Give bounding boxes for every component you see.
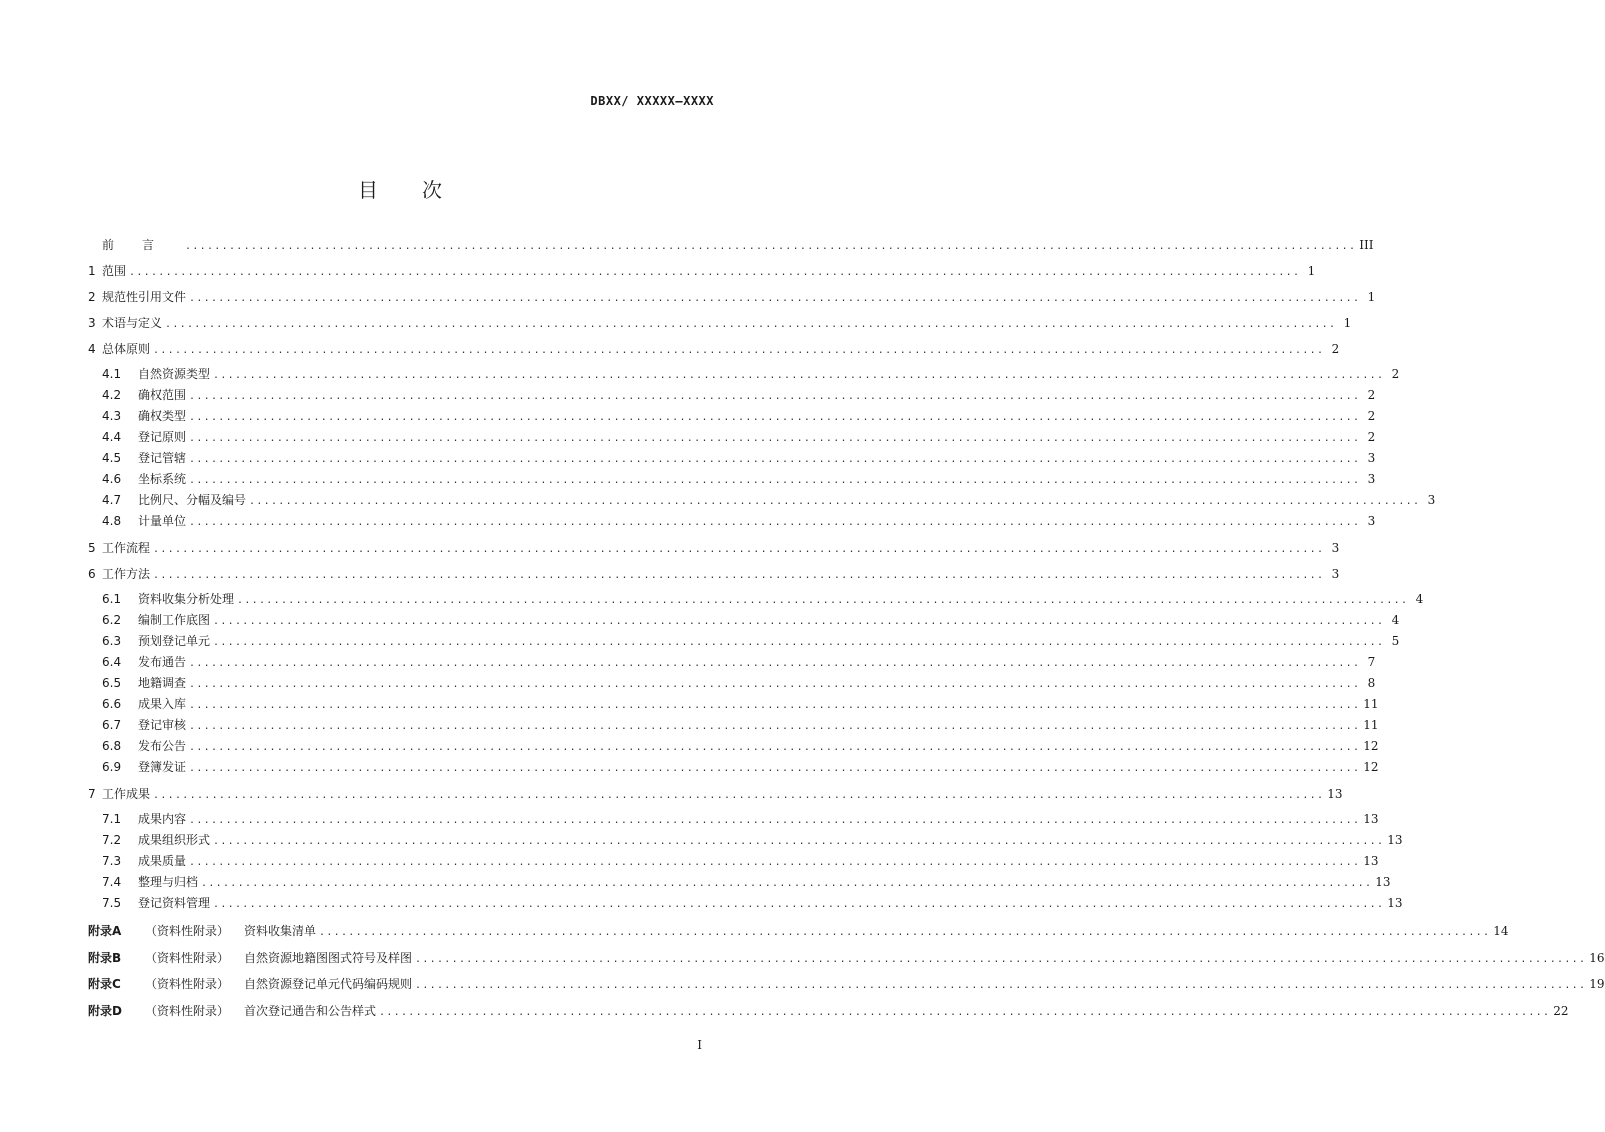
toc-leader-dots: ................................................................................................................................................................	[129, 267, 1301, 278]
toc-annex-id: 附录D	[88, 1003, 122, 1018]
toc-label: 比例尺、分幅及编号	[138, 493, 247, 507]
toc-entry	[88, 262, 1316, 280]
toc-number: 7	[88, 787, 96, 801]
toc-label: 登簿发证	[138, 760, 187, 774]
toc-annex-id: 附录B	[88, 950, 122, 965]
toc-label: 资料收集分析处理	[138, 592, 235, 606]
toc-page-number: 5	[1391, 634, 1400, 648]
toc-number: 6.1	[102, 592, 122, 606]
toc-page-number: 13	[1387, 896, 1403, 910]
toc-page-number: 13	[1363, 812, 1379, 826]
toc-number: 2	[88, 290, 96, 304]
toc-number: 1	[88, 264, 96, 278]
toc-number: 4.1	[102, 367, 122, 381]
toc-label: 登记审核	[138, 718, 187, 732]
toc-number: 6.4	[102, 655, 122, 669]
toc-label: 预划登记单元	[138, 634, 211, 648]
toc-leader-dots: ................................................................................................................................................................	[189, 721, 1361, 732]
toc-subentry	[88, 695, 1379, 713]
toc-page-number: 4	[1415, 592, 1424, 606]
toc-page-number: 3	[1367, 472, 1376, 486]
toc-number: 4.7	[102, 493, 122, 507]
toc-subentry	[88, 365, 1400, 383]
toc-label: 前言	[102, 238, 183, 252]
toc-number: 7.4	[102, 875, 122, 889]
toc-page-number: III	[1359, 238, 1374, 252]
toc-subentry	[88, 386, 1376, 404]
toc-label: 发布公告	[138, 739, 187, 753]
page-number: I	[697, 1038, 702, 1052]
toc-label: 计量单位	[138, 514, 187, 528]
toc-subentry	[88, 653, 1376, 671]
toc-page-number: 14	[1493, 924, 1509, 938]
toc-label: 成果组织形式	[138, 833, 211, 847]
toc-page-number: 8	[1367, 676, 1376, 690]
toc-entry	[88, 314, 1352, 332]
toc-label: 成果入库	[138, 697, 187, 711]
toc-page-number: 3	[1427, 493, 1436, 507]
toc-page-number: 3	[1331, 567, 1340, 581]
toc-annex-id: 附录A	[88, 924, 122, 938]
toc-annex-id: 附录C	[88, 977, 121, 991]
toc-number: 6.3	[102, 634, 122, 648]
toc-subentry	[88, 852, 1379, 870]
toc-annex-type: （资料性附录）	[145, 977, 230, 991]
toc-subentry	[88, 716, 1379, 734]
toc-leader-dots: ................................................................................................................................................................	[189, 454, 1361, 465]
toc-leader-dots: ................................................................................................................................................................	[165, 319, 1337, 330]
toc-number: 3	[88, 316, 96, 330]
toc-leader-dots: ................................................................................................................................................................	[189, 293, 1361, 304]
toc-leader-dots: ................................................................................................................................................................	[213, 899, 1385, 910]
toc-label: 总体原则	[102, 342, 151, 356]
toc-leader-dots: ................................................................................................................................................................	[153, 570, 1325, 581]
toc-label: 确权类型	[138, 409, 187, 423]
toc-subentry	[88, 470, 1376, 488]
toc-page-number: 4	[1391, 613, 1400, 627]
toc-entry	[88, 539, 1340, 557]
toc-annex-entry	[88, 949, 1605, 967]
toc-page-number: 2	[1367, 388, 1376, 402]
toc-page-number: 12	[1363, 760, 1379, 774]
toc-number: 5	[88, 541, 96, 555]
toc-subentry	[88, 894, 1403, 912]
toc-annex-entry	[88, 975, 1605, 993]
toc-label: 自然资源地籍图图式符号及样图	[244, 950, 413, 965]
toc-leader-dots: ................................................................................................................................................................	[213, 616, 1385, 627]
toc-leader-dots: ................................................................................................................................................................	[415, 953, 1587, 965]
toc-subentry	[88, 512, 1376, 530]
toc-annex-type: （资料性附录）	[145, 924, 230, 938]
toc-leader-dots: ................................................................................................................................................................	[189, 517, 1361, 528]
toc-label: 成果质量	[138, 854, 187, 868]
toc-page-number: 2	[1367, 430, 1376, 444]
toc-page-number: 3	[1367, 451, 1376, 465]
toc-page-number: 3	[1331, 541, 1340, 555]
toc-label: 工作方法	[102, 567, 151, 581]
toc-label: 范围	[102, 264, 127, 278]
toc-subentry	[88, 407, 1376, 425]
toc-leader-dots: ................................................................................................................................................................	[189, 857, 1361, 868]
toc-leader-dots: ................................................................................................................................................................	[189, 815, 1361, 826]
toc-number: 4.5	[102, 451, 122, 465]
toc-leader-dots: ................................................................................................................................................................	[189, 700, 1361, 711]
toc-label: 资料收集清单	[244, 924, 317, 938]
toc-subentry	[88, 590, 1424, 608]
toc-subentry	[88, 632, 1400, 650]
toc-number: 6.9	[102, 760, 122, 774]
toc-page-number: 1	[1343, 316, 1352, 330]
toc-page-number: 7	[1367, 655, 1376, 669]
toc-number: 4	[88, 342, 96, 356]
toc-page-number: 13	[1327, 787, 1343, 801]
toc-label: 整理与归档	[138, 875, 199, 889]
toc-number: 4.4	[102, 430, 122, 444]
toc-subentry	[88, 428, 1376, 446]
toc-label: 地籍调查	[138, 676, 187, 690]
toc-page-number: 13	[1387, 833, 1403, 847]
toc-page-number: 13	[1363, 854, 1379, 868]
toc-page-number: 13	[1375, 875, 1391, 889]
toc-leader-dots: ................................................................................................................................................................	[189, 742, 1361, 753]
toc-number: 4.8	[102, 514, 122, 528]
toc-leader-dots: ................................................................................................................................................................	[189, 658, 1361, 669]
toc-annex-entry	[88, 922, 1509, 940]
toc-subentry	[88, 810, 1379, 828]
toc-label: 坐标系统	[138, 472, 187, 486]
toc-number: 4.2	[102, 388, 122, 402]
toc-page-number: 22	[1553, 1003, 1569, 1018]
toc-page-number: 12	[1363, 739, 1379, 753]
toc-label: 编制工作底图	[138, 613, 211, 627]
toc-leader-dots: ................................................................................................................................................................	[213, 370, 1385, 381]
toc-leader-dots: ................................................................................................................................................................	[379, 1006, 1551, 1018]
toc-subentry	[88, 611, 1400, 629]
toc-subentry	[88, 449, 1376, 467]
document-code: DBXX/ XXXXX—XXXX	[590, 94, 714, 108]
toc-label: 登记资料管理	[138, 896, 211, 910]
toc-leader-dots: ................................................................................................................................................................	[189, 679, 1361, 690]
toc-subentry	[88, 873, 1391, 891]
toc-leader-dots: ................................................................................................................................................................	[213, 836, 1385, 847]
toc-annex-type: （资料性附录）	[145, 1003, 230, 1018]
toc-leader-dots: ................................................................................................................................................................	[189, 433, 1361, 444]
toc-leader-dots: ................................................................................................................................................................	[153, 345, 1325, 356]
toc-number: 6.8	[102, 739, 122, 753]
toc-leader-dots: ................................................................................................................................................................	[201, 878, 1373, 889]
toc-page-number: 3	[1367, 514, 1376, 528]
toc-label: 规范性引用文件	[102, 290, 187, 304]
toc-entry	[88, 288, 1376, 306]
toc-leader-dots: ................................................................................................................................................................	[319, 927, 1491, 938]
toc-subentry	[88, 737, 1379, 755]
toc-leader-dots: ................................................................................................................................................................	[213, 637, 1385, 648]
toc-subentry	[88, 674, 1376, 692]
toc-label: 登记原则	[138, 430, 187, 444]
toc-label: 工作流程	[102, 541, 151, 555]
toc-label: 发布通告	[138, 655, 187, 669]
toc-label: 首次登记通告和公告样式	[244, 1003, 377, 1018]
toc-label: 登记管辖	[138, 451, 187, 465]
toc-number: 6.7	[102, 718, 122, 732]
toc-number: 6.5	[102, 676, 122, 690]
toc-entry	[88, 785, 1343, 803]
toc-entry	[88, 565, 1340, 583]
toc-number: 6	[88, 567, 96, 581]
toc-page-number: 1	[1367, 290, 1376, 304]
toc-page-number: 11	[1363, 718, 1379, 732]
toc-leader-dots: ................................................................................................................................................................	[415, 980, 1587, 991]
toc-label: 工作成果	[102, 787, 151, 801]
toc-entry	[88, 340, 1340, 358]
toc-page-number: 19	[1589, 977, 1605, 991]
toc-leader-dots: ................................................................................................................................................................	[189, 412, 1361, 423]
toc-number: 7.5	[102, 896, 122, 910]
toc-page-number: 1	[1307, 264, 1316, 278]
toc-number: 6.2	[102, 613, 122, 627]
toc-page-number: 2	[1331, 342, 1340, 356]
toc-annex-type: （资料性附录）	[145, 950, 230, 965]
toc-number: 4.3	[102, 409, 122, 423]
toc-leader-dots: ................................................................................................................................................................	[185, 241, 1357, 252]
toc-label: 自然资源登记单元代码编码规则	[244, 977, 413, 991]
toc-number: 7.2	[102, 833, 122, 847]
toc-page-number: 2	[1391, 367, 1400, 381]
toc-subentry	[88, 758, 1379, 776]
toc-page-number: 11	[1363, 697, 1379, 711]
toc-leader-dots: ................................................................................................................................................................	[249, 496, 1421, 507]
toc-leader-dots: ................................................................................................................................................................	[237, 595, 1409, 606]
toc-label: 术语与定义	[102, 316, 163, 330]
toc-page-number: 16	[1589, 950, 1605, 965]
page-title: 目次	[358, 178, 486, 202]
toc-subentry	[88, 831, 1403, 849]
toc-leader-dots: ................................................................................................................................................................	[153, 790, 1325, 801]
toc-leader-dots: ................................................................................................................................................................	[189, 391, 1361, 402]
toc-leader-dots: ................................................................................................................................................................	[189, 475, 1361, 486]
toc-annex-entry	[88, 1002, 1569, 1020]
toc-number: 6.6	[102, 697, 122, 711]
toc-subentry	[88, 491, 1436, 509]
toc-page-number: 2	[1367, 409, 1376, 423]
toc-label: 自然资源类型	[138, 367, 211, 381]
toc-number: 7.3	[102, 854, 122, 868]
toc-number: 7.1	[102, 812, 122, 826]
toc-leader-dots: ................................................................................................................................................................	[153, 544, 1325, 555]
toc-leader-dots: ................................................................................................................................................................	[189, 763, 1361, 774]
toc-number: 4.6	[102, 472, 122, 486]
toc-entry	[88, 236, 1374, 254]
toc-label: 成果内容	[138, 812, 187, 826]
toc-label: 确权范围	[138, 388, 187, 402]
